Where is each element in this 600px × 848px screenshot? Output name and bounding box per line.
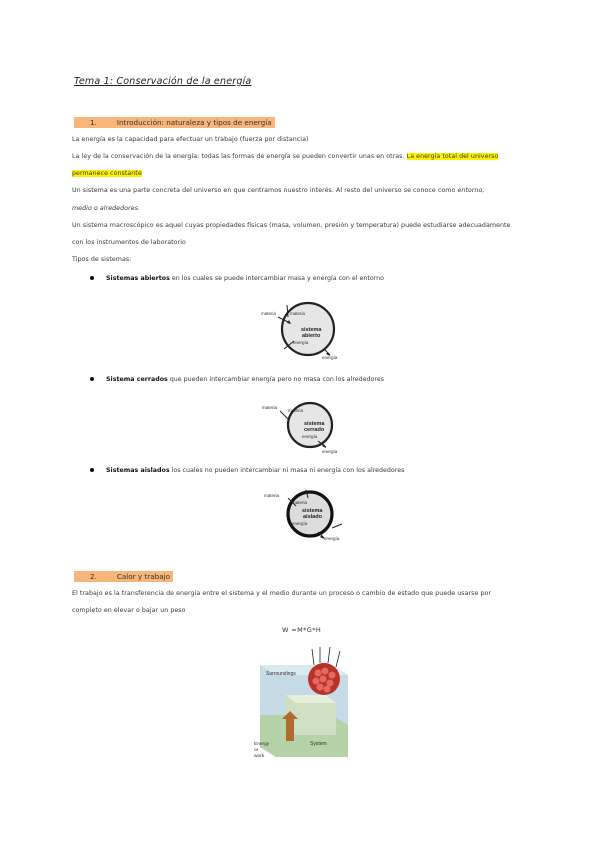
bullet-icon xyxy=(90,468,94,472)
svg-text:materia: materia xyxy=(261,311,277,316)
isolated-system-diagram xyxy=(262,484,352,546)
open-system-diagram xyxy=(254,297,354,365)
svg-text:cerrado: cerrado xyxy=(304,427,325,433)
svg-text:materia: materia xyxy=(264,493,280,498)
paragraph-line: completo en elevar o bajar un peso xyxy=(72,607,186,614)
svg-text:sistema: sistema xyxy=(301,327,322,333)
svg-text:abierto: abierto xyxy=(302,333,321,339)
svg-text:materia: materia xyxy=(292,500,308,505)
svg-text:aislado: aislado xyxy=(303,514,322,520)
page-title: Tema 1: Conservación de la energía xyxy=(74,76,252,87)
bullet-icon xyxy=(90,276,94,280)
section-1-heading xyxy=(74,118,275,127)
work-formula: W =M*G*H xyxy=(282,626,322,634)
paragraph-line: Tipos de sistemas: xyxy=(72,256,132,263)
svg-text:Energy: Energy xyxy=(254,742,270,747)
paragraph-line: con los instrumentos de laboratorio xyxy=(72,239,186,246)
paragraph-line: El trabajo es la transferencia de energía entre el sistema y el medio durante un proceso o cambio de estado que puede usarse por xyxy=(72,590,492,597)
paragraph-line: Un sistema es una parte concreta del universo en que centramos nuestro interés. Al resto del universo se conoce como entorno, xyxy=(72,187,485,194)
svg-text:energía: energía xyxy=(292,521,308,526)
section-2-number: 2. xyxy=(90,572,97,581)
svg-text:System: System xyxy=(310,741,327,747)
closed-system-diagram xyxy=(258,397,354,459)
paragraph-line: medio o alrededores. xyxy=(72,205,140,212)
svg-text:energía: energía xyxy=(293,340,309,345)
section-1-highlight xyxy=(74,117,275,128)
paragraph-line xyxy=(72,170,142,177)
svg-text:energía: energía xyxy=(302,434,318,439)
svg-text:or: or xyxy=(254,748,259,753)
paragraph-line: La energía es la capacidad para efectuar un trabajo (fuerza por distancia) xyxy=(72,136,309,143)
bullet-isolated-system: Sistemas aislados los cuales no pueden intercambiar ni masa ni energía con los alrededores xyxy=(90,467,404,474)
section-2-highlight xyxy=(74,571,173,582)
section-1-number: 1. xyxy=(90,118,97,127)
bullet-closed-system: Sistema cerrados que pueden intercambiar energía pero no masa con los alrededores xyxy=(90,376,384,383)
system-surroundings-figure xyxy=(252,645,356,767)
highlighted-text: La energía total del universo xyxy=(406,153,499,160)
section-1-title: Introducción: naturaleza y tipos de energía xyxy=(116,118,272,127)
svg-text:materia: materia xyxy=(262,405,278,410)
svg-text:energía: energía xyxy=(322,449,338,454)
paragraph-line: Un sistema macroscópico es aquel cuyas propiedades físicas (masa, volumen, presión y temperatura) puede estudiarse adecuadamente xyxy=(72,222,511,229)
svg-text:Surroundings: Surroundings xyxy=(266,671,296,677)
svg-text:work: work xyxy=(254,754,265,759)
paragraph-line: La ley de la conservación de la energía: todas las formas de energía se pueden convertir unas en otras. La energía total del universo xyxy=(72,153,499,160)
bullet-icon xyxy=(90,377,94,381)
highlighted-text: permanece constante xyxy=(72,170,142,177)
section-2-title: Calor y trabajo xyxy=(116,572,170,581)
svg-text:energía: energía xyxy=(324,536,340,541)
svg-text:materia: materia xyxy=(290,311,306,316)
bullet-open-system: Sistemas abiertos en los cuales se puede intercambiar masa y energía con el entorno xyxy=(90,275,384,282)
svg-text:sistema: sistema xyxy=(302,508,323,514)
svg-text:materia: materia xyxy=(288,408,304,413)
svg-text:energía: energía xyxy=(322,355,338,360)
section-2-heading xyxy=(74,572,173,581)
svg-text:sistema: sistema xyxy=(304,421,325,427)
